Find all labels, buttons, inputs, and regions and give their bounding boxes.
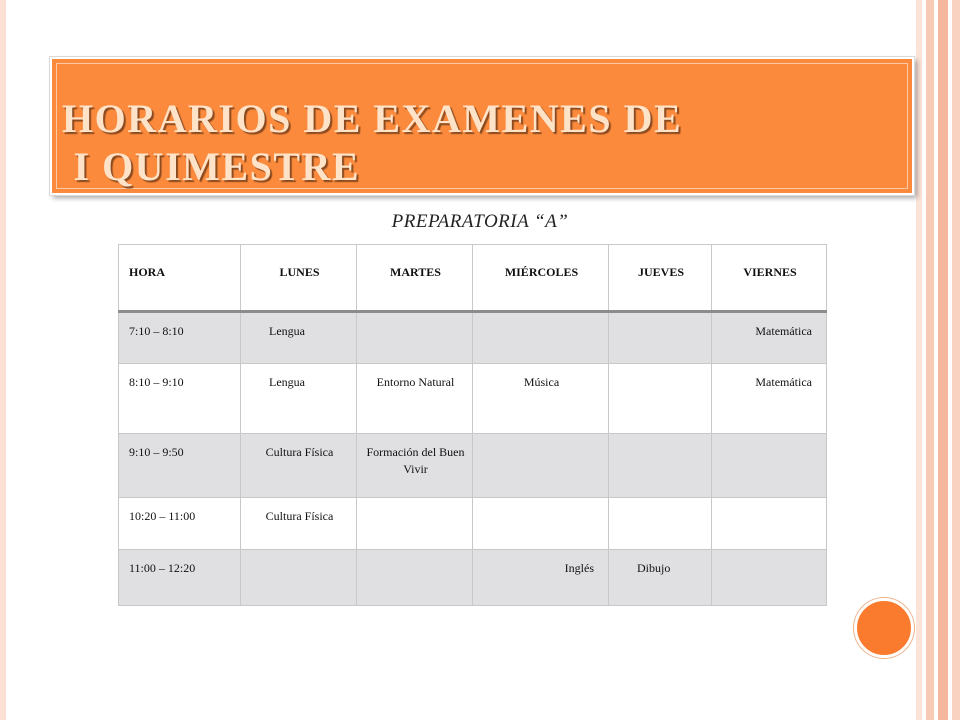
subtitle: PREPARATORIA “A” bbox=[391, 211, 569, 232]
table-row bbox=[119, 434, 827, 498]
table-cell: Lengua bbox=[241, 312, 357, 364]
table-cell bbox=[712, 550, 827, 606]
table-cell: Música bbox=[473, 364, 609, 434]
time-cell: 8:10 – 9:10 bbox=[119, 364, 241, 434]
time-cell: 10:20 – 11:00 bbox=[119, 498, 241, 550]
table-cell: Matemática bbox=[712, 364, 827, 434]
header-miercoles: MIÉRCOLES bbox=[473, 245, 609, 312]
exam-timetable bbox=[118, 244, 827, 606]
table-cell bbox=[473, 312, 609, 364]
table-cell bbox=[609, 498, 712, 550]
table-cell bbox=[609, 364, 712, 434]
header-hora: HORA bbox=[119, 245, 241, 312]
table-row bbox=[119, 364, 827, 434]
table-cell: Cultura Física bbox=[241, 498, 357, 550]
table-cell bbox=[712, 434, 827, 498]
table-cell bbox=[473, 498, 609, 550]
slide-right-stripes bbox=[916, 0, 960, 720]
title-line-2: I QUIMESTRE bbox=[62, 144, 361, 189]
header-jueves: JUEVES bbox=[609, 245, 712, 312]
decorative-circle bbox=[854, 598, 914, 658]
table-cell bbox=[712, 498, 827, 550]
table-row bbox=[119, 498, 827, 550]
header-viernes: VIERNES bbox=[712, 245, 827, 312]
table-cell: Inglés bbox=[473, 550, 609, 606]
table-cell bbox=[357, 550, 473, 606]
table-cell bbox=[357, 312, 473, 364]
table-cell: Formación del Buen Vivir bbox=[357, 434, 473, 498]
time-cell: 7:10 – 8:10 bbox=[119, 312, 241, 364]
title-line-1: HORARIOS DE EXAMENES DE bbox=[62, 96, 683, 141]
table-cell bbox=[609, 312, 712, 364]
table-cell bbox=[609, 434, 712, 498]
table-cell bbox=[357, 498, 473, 550]
table-cell: Cultura Física bbox=[241, 434, 357, 498]
table-cell: Lengua bbox=[241, 364, 357, 434]
time-cell: 9:10 – 9:50 bbox=[119, 434, 241, 498]
table-row bbox=[119, 550, 827, 606]
header-row bbox=[119, 245, 827, 312]
header-lunes: LUNES bbox=[241, 245, 357, 312]
table-cell bbox=[473, 434, 609, 498]
title-banner bbox=[50, 57, 914, 195]
time-cell: 11:00 – 12:20 bbox=[119, 550, 241, 606]
table-cell: Dibujo bbox=[609, 550, 712, 606]
table-row bbox=[119, 312, 827, 364]
table-cell: Matemática bbox=[712, 312, 827, 364]
slide-left-accent bbox=[0, 0, 6, 720]
table-cell bbox=[241, 550, 357, 606]
table-cell: Entorno Natural bbox=[357, 364, 473, 434]
header-martes: MARTES bbox=[357, 245, 473, 312]
